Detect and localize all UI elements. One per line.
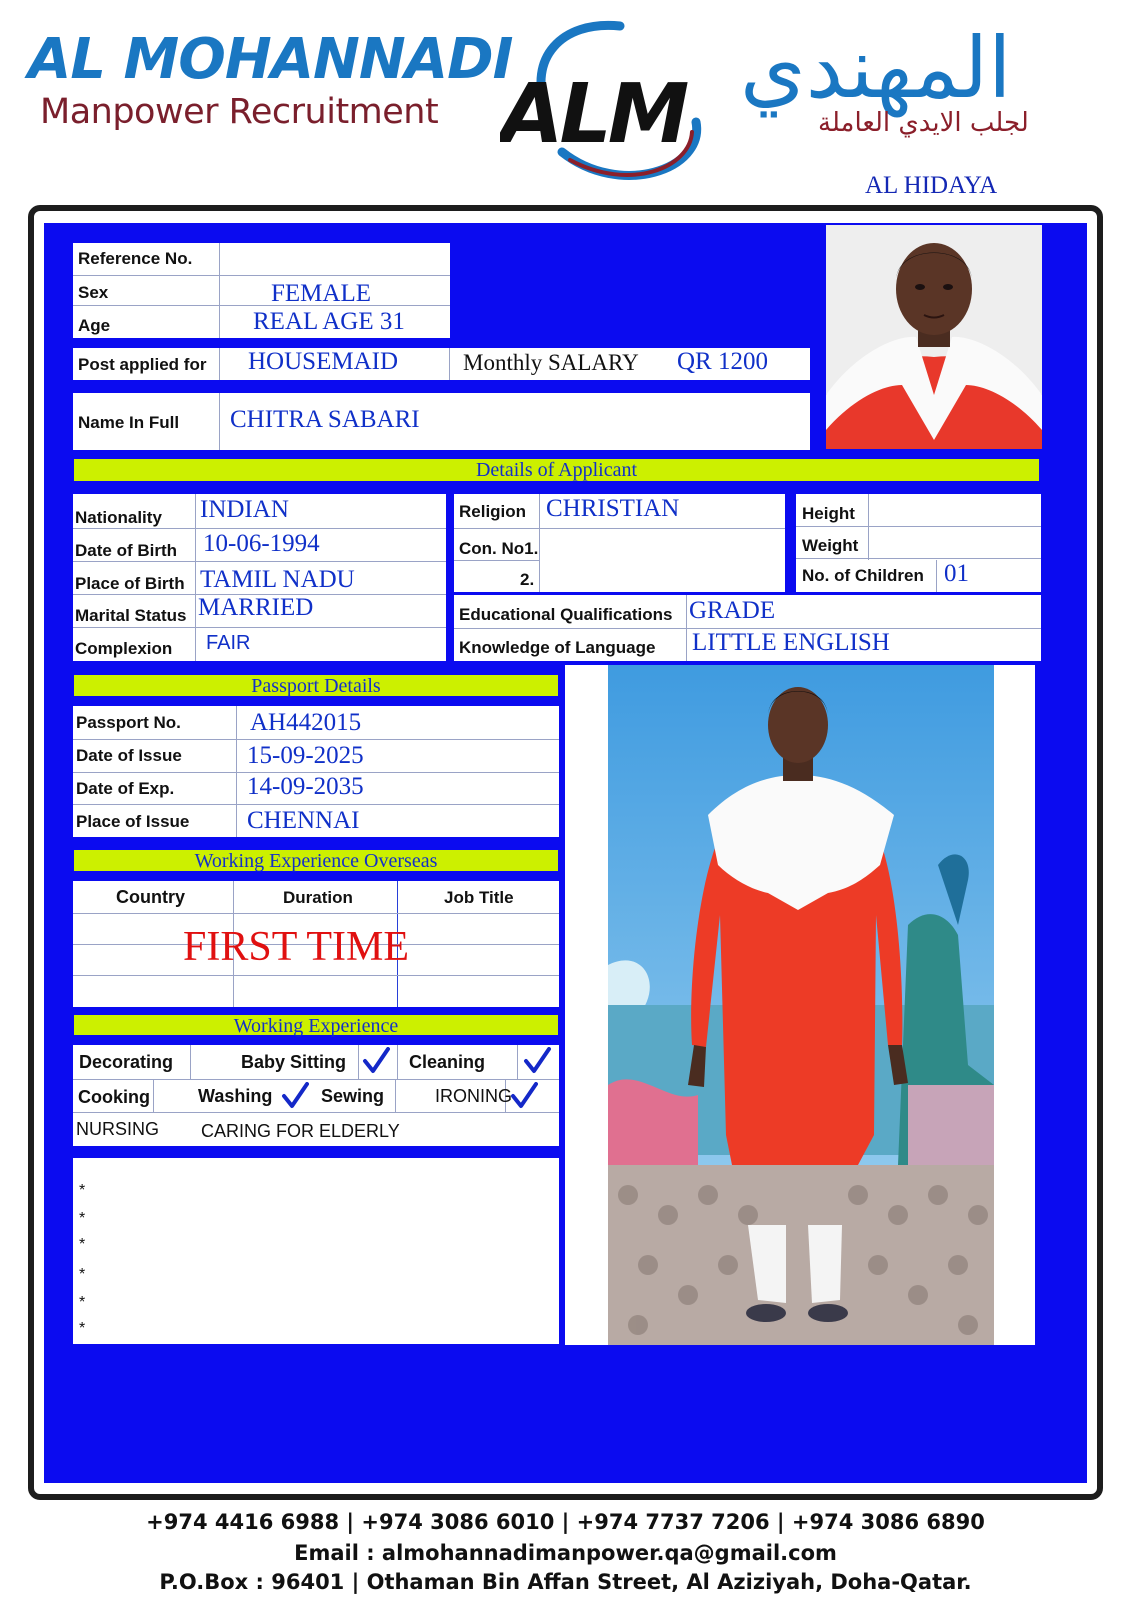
name-row (73, 393, 810, 450)
footer-address: P.O.Box : 96401 | Othaman Bin Affan Street, Al Aziziyah, Doha-Qatar. (159, 1570, 972, 1594)
post-row (73, 348, 810, 380)
issue-date-label: Date of Issue (76, 746, 182, 765)
nationality-value: INDIAN (200, 496, 289, 523)
age-value: REAL AGE 31 (253, 308, 405, 335)
language-value: LITTLE ENGLISH (692, 629, 890, 656)
footer-email: Email : almohannadimanpower.qa@gmail.com (294, 1541, 837, 1565)
baby-sitting-label: Baby Sitting (241, 1052, 347, 1072)
contact2-label: 2. (520, 570, 535, 589)
note-bullet: * (79, 1236, 86, 1253)
experience-grid (73, 1045, 559, 1146)
ironing-check-icon (510, 1082, 538, 1110)
education-value: GRADE (689, 597, 776, 624)
salary-label: Monthly SALARY (463, 350, 639, 375)
nursing-label: NURSING (76, 1119, 160, 1139)
note-bullet: * (79, 1182, 86, 1199)
education-table (454, 595, 1041, 661)
passport-no-label: Passport No. (76, 713, 181, 732)
experience-section-title: Working Experience (72, 1013, 560, 1037)
job-title-col-header: Job Title (444, 888, 514, 907)
alm-logo-mark (500, 20, 730, 185)
overseas-section-title: Working Experience Overseas (72, 848, 560, 873)
logo-subtitle-ar: لجلب الايدي العاملة (818, 108, 1029, 138)
marital-value: MARRIED (198, 594, 314, 621)
applicant-full-body-photo (608, 665, 994, 1345)
marital-label: Marital Status (75, 606, 187, 625)
branch-name: AL HIDAYA (865, 172, 998, 199)
first-time-stamp: FIRST TIME (183, 924, 409, 970)
note-bullet: * (79, 1294, 86, 1311)
ironing-label: IRONING (435, 1086, 513, 1106)
washing-check-icon (281, 1082, 309, 1110)
salary-value: QR 1200 (677, 348, 768, 375)
dob-label: Date of Birth (75, 541, 177, 560)
complexion-value: FAIR (206, 632, 251, 654)
nationality-label: Nationality (75, 508, 162, 527)
applicant-portrait-photo (826, 225, 1042, 449)
country-col-header: Country (116, 887, 185, 907)
washing-label: Washing (198, 1086, 273, 1106)
duration-col-header: Duration (283, 888, 353, 907)
cleaning-check-icon (523, 1047, 551, 1075)
name-label: Name In Full (78, 413, 180, 432)
age-label: Age (78, 316, 111, 335)
children-value: 01 (944, 560, 969, 587)
religion-value: CHRISTIAN (546, 495, 680, 522)
sex-value: FEMALE (271, 280, 371, 307)
religion-table (454, 494, 785, 592)
note-bullet: * (79, 1266, 86, 1283)
cooking-label: Cooking (78, 1087, 150, 1107)
physical-table (796, 494, 1041, 592)
passport-section-title: Passport Details (72, 673, 560, 698)
passport-table (73, 706, 559, 837)
passport-no-value: AH442015 (250, 709, 362, 736)
sex-label: Sex (78, 283, 109, 302)
children-label: No. of Children (802, 566, 924, 585)
cleaning-label: Cleaning (409, 1052, 486, 1072)
pob-value: TAMIL NADU (200, 566, 355, 593)
pob-label: Place of Birth (75, 574, 185, 593)
note-bullet: * (79, 1320, 86, 1337)
notes-box (73, 1158, 559, 1344)
reference-label: Reference No. (78, 249, 193, 268)
caring-elderly-label: CARING FOR ELDERLY (201, 1121, 400, 1141)
dob-value: 10-06-1994 (203, 530, 320, 557)
identity-table (73, 243, 450, 338)
post-value: HOUSEMAID (248, 348, 398, 375)
alm-logo-text: ALM (500, 67, 686, 162)
contact1-label: Con. No1. (459, 539, 539, 558)
religion-label: Religion (459, 502, 527, 521)
issue-place-label: Place of Issue (76, 812, 190, 831)
logo-name-ar: المهندي (740, 19, 1012, 117)
language-label: Knowledge of Language (459, 638, 656, 657)
height-label: Height (802, 504, 855, 523)
decorating-label: Decorating (79, 1052, 174, 1072)
name-value: CHITRA SABARI (230, 406, 420, 433)
footer-phones: +974 4416 6988 | +974 3086 6010 | +974 7737 7206 | +974 3086 6890 (146, 1510, 985, 1534)
education-label: Educational Qualifications (459, 605, 673, 624)
post-label: Post applied for (78, 355, 207, 374)
logo-subtitle-en: Manpower Recruitment (40, 92, 439, 132)
details-left-table (73, 494, 446, 661)
details-section-title: Details of Applicant (72, 457, 1041, 483)
logo-name-en: AL MOHANNADI (28, 27, 513, 92)
issue-date-value: 15-09-2025 (247, 742, 364, 769)
expiry-date-value: 14-09-2035 (247, 773, 364, 800)
expiry-date-label: Date of Exp. (76, 779, 175, 798)
overseas-table (73, 881, 559, 1007)
weight-label: Weight (802, 536, 859, 555)
issue-place-value: CHENNAI (247, 807, 360, 834)
note-bullet: * (79, 1210, 86, 1227)
sewing-label: Sewing (321, 1086, 385, 1106)
complexion-label: Complexion (75, 639, 173, 658)
baby-sitting-check-icon (362, 1047, 390, 1075)
